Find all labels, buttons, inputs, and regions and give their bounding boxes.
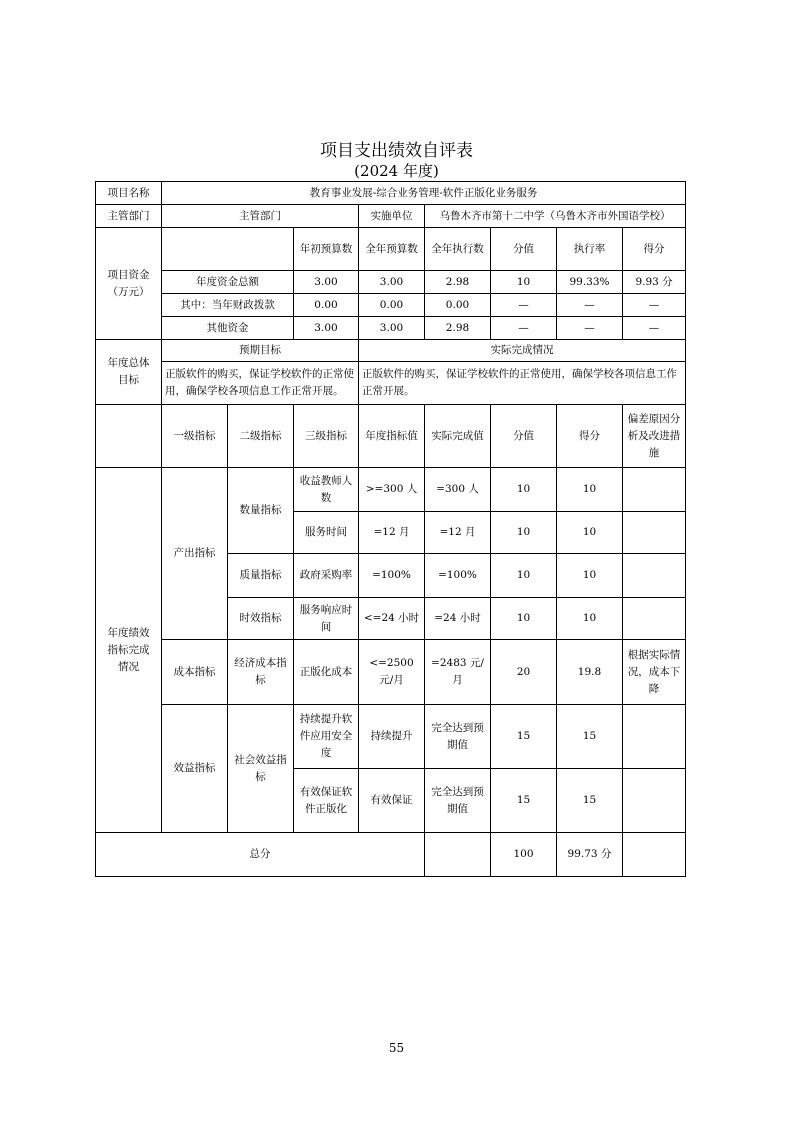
implementer-value: 乌鲁木齐市第十二中学（乌鲁木齐市外国语学校） [425,205,686,228]
indicator-remark: 根据实际情况，成本下降 [623,640,686,705]
page-number: 55 [388,1041,405,1055]
fund-score: — [623,317,686,340]
goal-text-row [96,362,686,405]
total-value: 100 [491,833,557,877]
planned-goal-text: 正版软件的购买，保证学校软件的正常使用，确保学校各项信息工作正常开展。 [162,362,359,405]
fund-header-annual: 全年预算数 [359,228,425,271]
planned-goal-header: 预期目标 [162,340,359,362]
indicator-target: =12 月 [359,512,425,554]
indicator-actual: =2483 元/月 [425,640,491,705]
indicator-level3: 政府采购率 [294,554,359,598]
indicator-target: >=300 人 [359,468,425,512]
indicator-level3: 服务时间 [294,512,359,554]
project-name-row [96,182,686,205]
indicator-remark [623,512,686,554]
indicator-level3: 持续提升软件应用安全度 [294,705,359,769]
department-label: 主管部门 [96,205,162,228]
indicator-actual: =300 人 [425,468,491,512]
indicator-header-level2: 二级指标 [228,405,294,468]
indicator-actual: 完全达到预期值 [425,705,491,769]
fund-rate: — [557,317,623,340]
indicator-value: 10 [491,468,557,512]
fund-row [96,317,686,340]
fund-header-initial: 年初预算数 [294,228,359,271]
indicator-value: 10 [491,512,557,554]
indicator-actual: 完全达到预期值 [425,769,491,833]
annual-goal-label: 年度总体 目标 [96,340,162,405]
indicator-actual: =12 月 [425,512,491,554]
fund-rate: 99.33% [557,271,623,294]
department-value: 主管部门 [162,205,359,228]
indicator-remark [623,468,686,512]
fund-annual: 3.00 [359,317,425,340]
implementer-label: 实施单位 [359,205,425,228]
indicator-row [96,705,686,769]
department-row [96,205,686,228]
indicator-value: 15 [491,705,557,769]
fund-row-label: 年度资金总额 [162,271,294,294]
indicator-header-remark: 偏差原因分析及改进措施 [623,405,686,468]
indicator-value: 15 [491,769,557,833]
actual-goal-text: 正版软件的购买，保证学校软件的正常使用，确保学校各项信息工作正常开展。 [359,362,686,405]
total-remark-blank [623,833,686,877]
indicator-header-level1: 一级指标 [162,405,228,468]
indicator-header-score: 得分 [557,405,623,468]
indicator-remark [623,769,686,833]
indicator-remark [623,598,686,640]
fund-header-executed: 全年执行数 [425,228,491,271]
indicator-header-value: 分值 [491,405,557,468]
fund-executed: 0.00 [425,294,491,317]
level2-quality: 质量指标 [228,554,294,598]
level2-social-benefit: 社会效益指标 [228,705,294,833]
fund-score-value: — [491,317,557,340]
indicator-header-level3: 三级指标 [294,405,359,468]
indicator-value: 20 [491,640,557,705]
fund-header-score: 得分 [623,228,686,271]
fund-initial: 3.00 [294,271,359,294]
project-name-value: 教育事业发展-综合业务管理-软件正版化业务服务 [162,182,686,205]
fund-score: — [623,294,686,317]
fund-row [96,271,686,294]
page-title: 项目支出绩效自评表 [320,141,473,161]
page-subtitle: (2024 年度) [354,162,439,180]
level2-economic-cost: 经济成本指标 [228,640,294,705]
indicator-row [96,468,686,512]
level2-timeliness: 时效指标 [228,598,294,640]
indicator-target: 持续提升 [359,705,425,769]
indicator-header-row [96,405,686,468]
indicator-target: 有效保证 [359,769,425,833]
fund-row-label: 其中：当年财政拨款 [162,294,294,317]
goal-header-row [96,340,686,362]
performance-label: 年度绩效 指标完成 情况 [96,468,162,833]
indicator-score: 10 [557,468,623,512]
indicator-value: 10 [491,598,557,640]
fund-rate: — [557,294,623,317]
fund-header-blank [162,228,294,271]
total-blank [425,833,491,877]
indicator-header-blank [96,405,162,468]
fund-row [96,294,686,317]
fund-executed: 2.98 [425,271,491,294]
indicator-score: 15 [557,705,623,769]
indicator-row [96,640,686,705]
indicator-score: 10 [557,598,623,640]
indicator-level3: 有效保证软件正版化 [294,769,359,833]
indicator-header-target: 年度指标值 [359,405,425,468]
level1-output: 产出指标 [162,468,228,640]
fund-header-score-value: 分值 [491,228,557,271]
performance-table [95,181,686,877]
fund-score-value: 10 [491,271,557,294]
indicator-remark [623,705,686,769]
fund-header-row [96,228,686,271]
indicator-level3: 收益教师人数 [294,468,359,512]
fund-score-value: — [491,294,557,317]
indicator-actual: =24 小时 [425,598,491,640]
fund-initial: 3.00 [294,317,359,340]
project-name-label: 项目名称 [96,182,162,205]
level1-benefit: 效益指标 [162,705,228,833]
indicator-score: 10 [557,554,623,598]
fund-annual: 3.00 [359,271,425,294]
fund-row-label: 其他资金 [162,317,294,340]
actual-completion-header: 实际完成情况 [359,340,686,362]
indicator-target: <=2500 元/月 [359,640,425,705]
fund-label: 项目资金 （万元） [96,228,162,340]
indicator-score: 19.8 [557,640,623,705]
fund-score: 9.93 分 [623,271,686,294]
fund-initial: 0.00 [294,294,359,317]
indicator-remark [623,554,686,598]
indicator-score: 15 [557,769,623,833]
total-row [96,833,686,877]
indicator-target: <=24 小时 [359,598,425,640]
total-label: 总分 [96,833,425,877]
indicator-score: 10 [557,512,623,554]
fund-executed: 2.98 [425,317,491,340]
fund-header-rate: 执行率 [557,228,623,271]
indicator-level3: 服务响应时间 [294,598,359,640]
indicator-header-actual: 实际完成值 [425,405,491,468]
indicator-target: =100% [359,554,425,598]
level2-quantity: 数量指标 [228,468,294,554]
fund-annual: 0.00 [359,294,425,317]
indicator-actual: =100% [425,554,491,598]
total-score: 99.73 分 [557,833,623,877]
indicator-value: 10 [491,554,557,598]
indicator-level3: 正版化成本 [294,640,359,705]
level1-cost: 成本指标 [162,640,228,705]
